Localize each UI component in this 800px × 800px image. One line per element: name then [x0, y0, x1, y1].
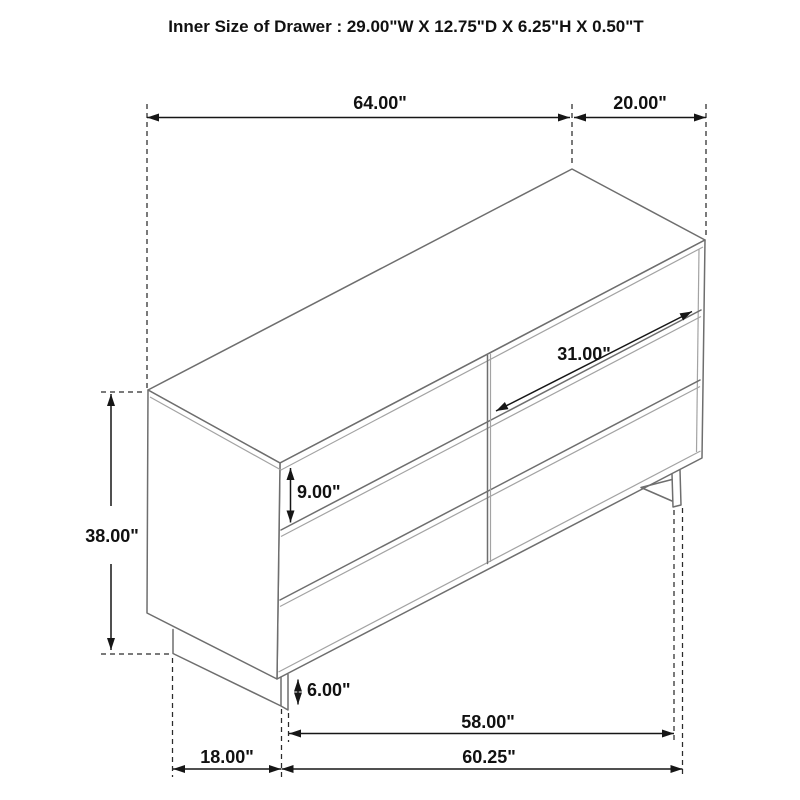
- dim-label-base-overall-width: 60.25": [462, 747, 516, 767]
- dim-label-drawer-width: 31.00": [557, 344, 611, 364]
- dim-label-base-inner-width: 58.00": [461, 712, 515, 732]
- dim-label-drawer-height: 9.00": [297, 482, 341, 502]
- dim-label-top-width: 64.00": [353, 93, 407, 113]
- dim-label-left-base-offset: 18.00": [200, 747, 254, 767]
- dim-label-overall-height: 38.00": [85, 526, 139, 546]
- dresser-drawing: [147, 169, 705, 710]
- page-title: Inner Size of Drawer : 29.00"W X 12.75"D X 6.25"H X 0.50"T: [168, 17, 644, 36]
- right-leg: [672, 470, 681, 507]
- dim-label-base-height: 6.00": [307, 680, 351, 700]
- dim-label-top-depth: 20.00": [613, 93, 667, 113]
